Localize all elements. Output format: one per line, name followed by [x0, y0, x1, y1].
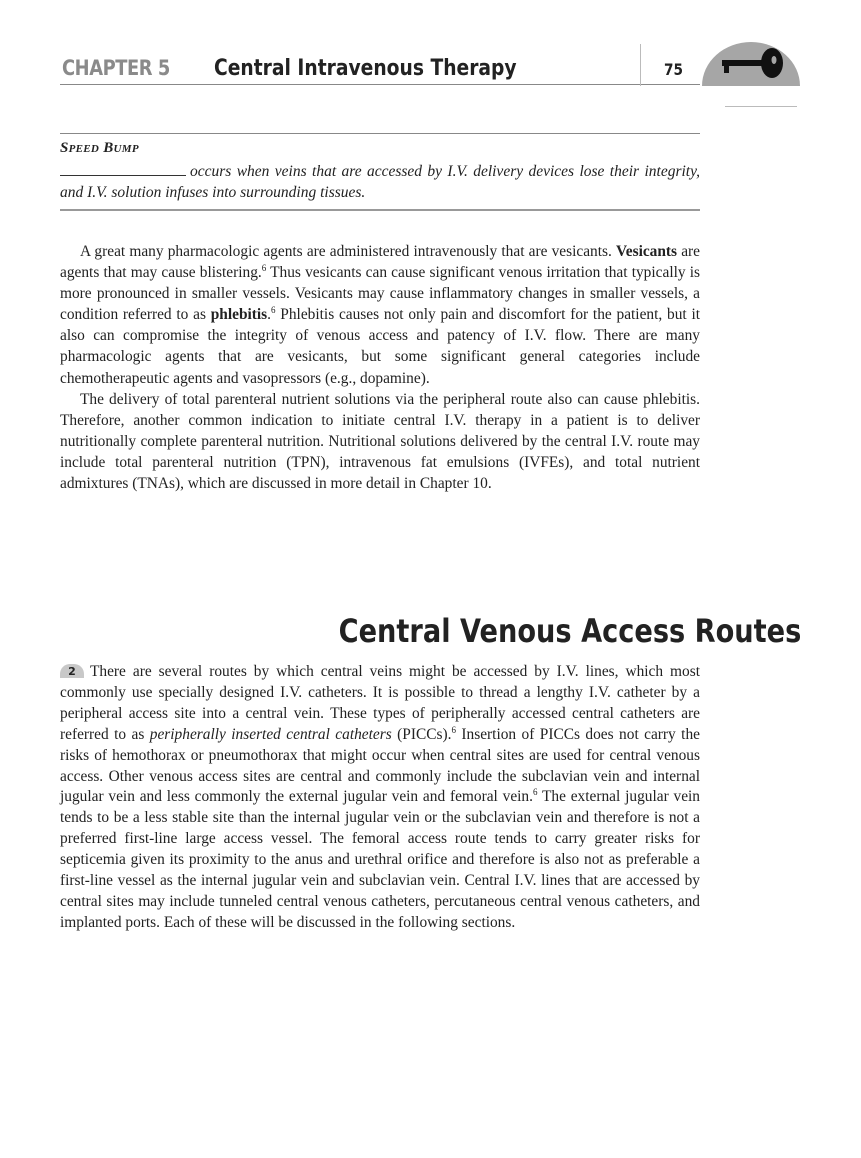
speed-bump-title: Speed Bump	[60, 140, 139, 156]
text-run: Thus vesicants can cause significant venous irritation that typically is more pronounced in smaller vessels. Vesicants may cause inflammatory changes in smaller vessels, a condition referred to as	[60, 264, 700, 324]
text-run: The external jugular vein tends to be a less stable site than the internal jugular vein or the subclavian vein and therefore is not a preferred first-line large access vessel. The femoral access route tends to carry greater risks for septicemia given its proximity to the anus and urethral orifice and therefore is also not as preferable a first-line vessel as the internal jugular vein and subclavian vein. Central I.V. lines that are accessed by central sites may include tunneled central venous catheters, percutaneous central venous catheters, and implanted ports. Each of these will be discussed in the following sections.	[60, 788, 700, 931]
fill-in-blank	[60, 175, 186, 176]
paragraph	[60, 241, 700, 389]
running-header	[60, 52, 700, 85]
text-run: There are several routes by which central veins might be accessed by I.V. lines, which most commonly use specially designed I.V. catheters. It is possible to thread a lengthy I.V. catheter by a peripheral access site into a central vein. These types of peripherally accessed central catheters are referred to as	[60, 663, 700, 743]
objective-badge: 2	[60, 664, 84, 678]
text-run: .	[267, 306, 272, 324]
speed-bump-text: occurs when veins that are accessed by I.V. delivery devices lose their integrity, and I.V. solution infuses into surrounding tissues.	[60, 163, 700, 201]
text-run: peripherally inserted central catheters	[149, 725, 392, 743]
citation-superscript: 6	[451, 724, 456, 735]
chapter-label: CHAPTER 5	[62, 56, 170, 80]
key-icon	[702, 42, 800, 86]
text-run: Insertion of PICCs does not carry the risks of hemothorax or pneumothorax that might occur when central sites are used for central venous access. Other venous access sites are central and commonly include the subclavian vein and internal jugular vein and less commonly the external jugular vein and femoral vein.	[60, 725, 700, 806]
text-run: Phlebitis causes not only pain and discomfort for the patient, but it also can compromise the integrity of venous access and patency of I.V. flow. There are many pharmacologic agents that are vesicants, but some significant general categories include chemotherapeutic agents and vasopressors (e.g., dopamine).	[60, 306, 700, 387]
text-run: are agents that may cause blistering.	[60, 243, 701, 282]
page-number: 75	[664, 60, 683, 79]
key-term: phlebitis	[210, 306, 268, 324]
header-divider	[640, 44, 641, 86]
chapter-title: Central Intravenous Therapy	[214, 56, 517, 81]
citation-superscript: 6	[261, 262, 267, 273]
text-run: (PICCs).	[391, 725, 452, 743]
speed-bump-box	[60, 133, 700, 211]
body-section-2	[60, 662, 700, 934]
paragraph	[60, 389, 700, 494]
text-run: A great many pharmacologic agents are administered intravenously that are vesicants.	[80, 243, 617, 260]
citation-superscript: 6	[271, 305, 276, 316]
divider	[725, 106, 797, 107]
text-run: The delivery of total parenteral nutrient solutions via the peripheral route also can cause phlebitis. Therefore, another common indication to initiate central I.V. therapy in a patient is to deliver nutritionally complete parenteral nutrition. Nutritional solutions delivered by the central I.V. route may include total parenteral nutrition (TPN), intravenous fat emulsions (IVFEs), and total nutrient admixtures (TNAs), which are discussed in more detail in Chapter 10.	[60, 390, 700, 493]
paragraph	[60, 662, 700, 934]
body-section-1	[60, 241, 700, 494]
key-term: Vesicants	[616, 243, 678, 260]
section-heading: Central Venous Access Routes	[338, 612, 801, 650]
citation-superscript: 6	[532, 787, 538, 798]
